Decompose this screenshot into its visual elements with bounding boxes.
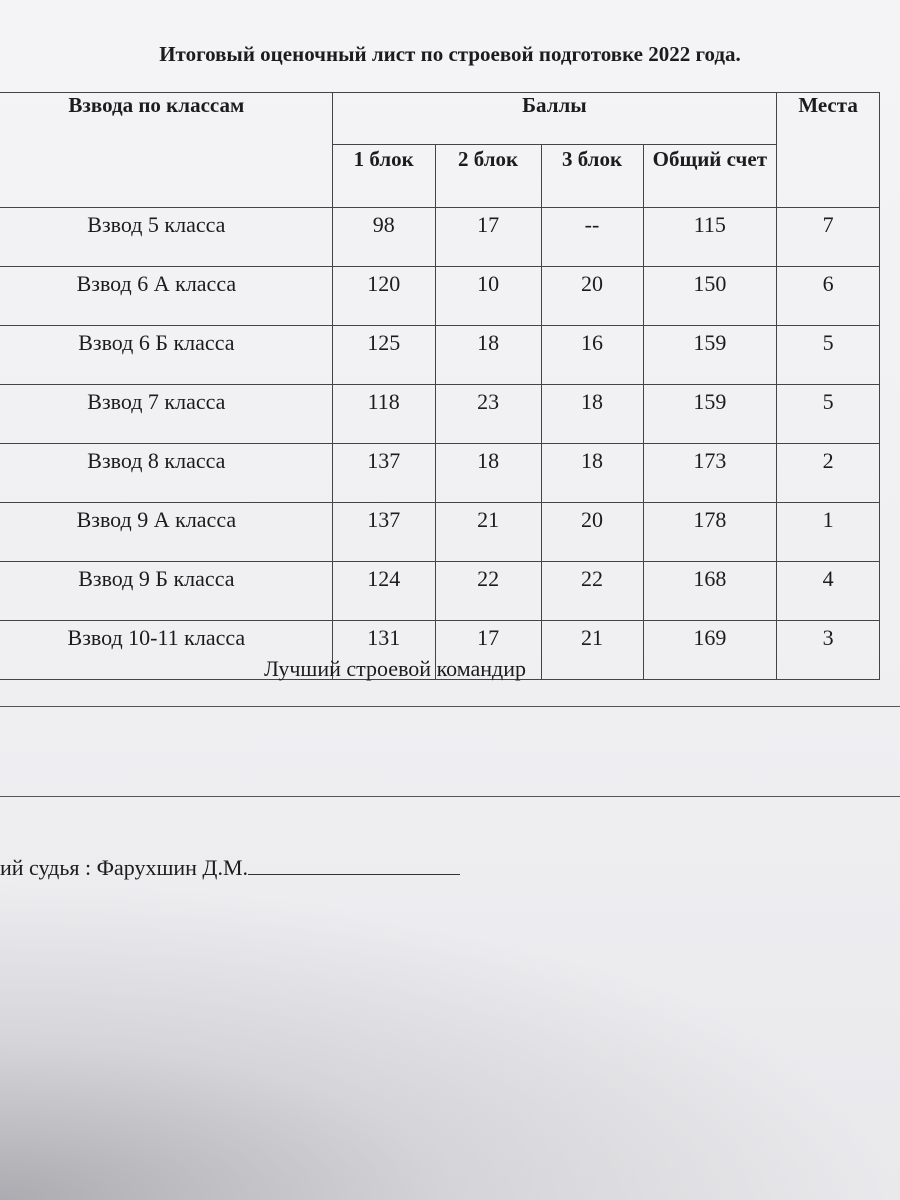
row-total: 150 [643, 267, 777, 326]
best-commander-label: Лучший строевой командир [263, 656, 527, 681]
row-total: 168 [643, 562, 777, 621]
row-total: 173 [643, 444, 777, 503]
header-platoon: Взвода по классам [0, 93, 332, 208]
blank-line [0, 796, 900, 797]
row-block2: 23 [435, 385, 541, 444]
row-block3: 20 [541, 503, 643, 562]
row-name: Взвод 10-11 класса [0, 621, 332, 680]
row-block2: 10 [435, 267, 541, 326]
row-name: Взвод 5 класса [0, 208, 332, 267]
row-block1: 137 [332, 444, 435, 503]
row-block1: 137 [332, 503, 435, 562]
header-points: Баллы [332, 93, 776, 145]
row-place: 5 [777, 385, 880, 444]
row-total: 159 [643, 385, 777, 444]
table-row [0, 503, 880, 562]
row-name: Взвод 8 класса [0, 444, 332, 503]
table-row [0, 267, 880, 326]
row-block1: 131 [332, 621, 435, 680]
row-place: 3 [777, 621, 880, 680]
row-block3: 21 [541, 621, 643, 680]
row-block3: 16 [541, 326, 643, 385]
judge-signature-line [0, 852, 460, 881]
row-total: 159 [643, 326, 777, 385]
row-place: 1 [777, 503, 880, 562]
document-title: Итоговый оценочный лист по строевой подготовке 2022 года. [159, 42, 741, 66]
scores-table [0, 92, 880, 680]
row-block1: 125 [332, 326, 435, 385]
row-name: Взвод 9 А класса [0, 503, 332, 562]
row-name: Взвод 6 А класса [0, 267, 332, 326]
header-place: Места [777, 93, 880, 208]
table-row [0, 385, 880, 444]
blank-line [0, 706, 900, 707]
row-place: 2 [777, 444, 880, 503]
row-place: 4 [777, 562, 880, 621]
row-block1: 124 [332, 562, 435, 621]
row-block3: 22 [541, 562, 643, 621]
row-name: Взвод 6 Б класса [0, 326, 332, 385]
row-block3: 18 [541, 444, 643, 503]
row-block2: 17 [435, 208, 541, 267]
table-row [0, 562, 880, 621]
row-total: 169 [643, 621, 777, 680]
row-block3: -- [541, 208, 643, 267]
header-block1: 1 блок [332, 145, 435, 208]
row-block2: 17 [435, 621, 541, 680]
row-block3: 18 [541, 385, 643, 444]
table-header-row [0, 93, 880, 145]
header-block2: 2 блок [435, 145, 541, 208]
row-block2: 18 [435, 444, 541, 503]
table-row [0, 208, 880, 267]
row-block2: 22 [435, 562, 541, 621]
row-block3: 20 [541, 267, 643, 326]
row-block2: 18 [435, 326, 541, 385]
photo-shadow [0, 880, 900, 1200]
row-block1: 98 [332, 208, 435, 267]
row-place: 5 [777, 326, 880, 385]
row-place: 6 [777, 267, 880, 326]
row-block2: 21 [435, 503, 541, 562]
row-name: Взвод 9 Б класса [0, 562, 332, 621]
row-place: 7 [777, 208, 880, 267]
header-total: Общий счет [643, 145, 777, 208]
row-block1: 120 [332, 267, 435, 326]
signature-blank [248, 852, 460, 875]
header-block3: 3 блок [541, 145, 643, 208]
judge-label: ий судья : Фарухшин Д.М. [0, 855, 249, 880]
row-total: 115 [643, 208, 777, 267]
row-block1: 118 [332, 385, 435, 444]
row-name: Взвод 7 класса [0, 385, 332, 444]
table-row [0, 326, 880, 385]
row-total: 178 [643, 503, 777, 562]
table-row [0, 444, 880, 503]
